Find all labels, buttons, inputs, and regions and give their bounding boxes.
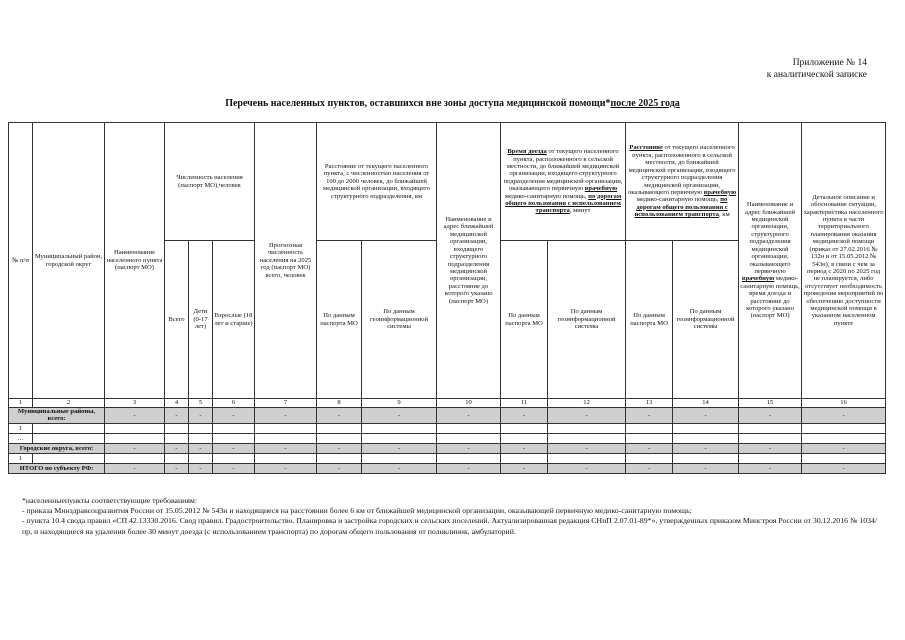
header-dist-geo: По данным геоинформационной системы xyxy=(362,241,437,399)
header-road-distance xyxy=(626,123,739,241)
dash-cell: - xyxy=(189,463,213,473)
row-municipal-total xyxy=(9,408,886,424)
nearest-doctor: врачебную xyxy=(741,275,775,283)
dash-cell: - xyxy=(165,463,189,473)
dash-cell: - xyxy=(255,443,317,453)
dash-cell: - xyxy=(362,408,437,424)
header-road-geo: По данным геоинформационной системы xyxy=(673,241,739,399)
header-num: № п/п xyxy=(9,123,33,399)
dash-cell: - xyxy=(255,463,317,473)
dash-cell: - xyxy=(189,443,213,453)
col-number: 14 xyxy=(673,399,739,408)
dash-cell: - xyxy=(673,463,739,473)
col-number: 3 xyxy=(105,399,165,408)
dash-cell: - xyxy=(105,408,165,424)
dash-cell: - xyxy=(548,443,626,453)
row-urban-total xyxy=(9,443,886,453)
travel-time-bold: Время доезда xyxy=(507,148,547,156)
dash-cell: - xyxy=(673,408,739,424)
row-number: 1 xyxy=(9,453,33,463)
dash-cell: - xyxy=(626,463,673,473)
dash-cell: - xyxy=(105,463,165,473)
dash-cell: - xyxy=(548,463,626,473)
column-numbers-row xyxy=(9,399,886,408)
col-number: 16 xyxy=(802,399,886,408)
header-row-top xyxy=(9,123,886,241)
row-entry-dots xyxy=(9,433,886,443)
dash-cell: - xyxy=(213,408,255,424)
dash-cell: - xyxy=(501,443,548,453)
dash-cell: - xyxy=(548,408,626,424)
travel-time-text: от текущего населенного пункта, расположенного в сельской местности, до ближайшей медицинской организации, входящего структурного подразделения медицинской организации, оказывающего первичную xyxy=(503,148,623,193)
col-number: 5 xyxy=(189,399,213,408)
appendix-label xyxy=(767,57,867,81)
footnote-rules: - пункта 10.4 свода правил «СП 42.13330.2016. Свод правил. Градостроительство. Планировка и застройка городских и сельских поселений. Актуализированная редакция СНиП 2.07.01-89*», утвержденных приказом Минстроя России от 30.12.2016 № 1034/пр, и находящиеся на удалении более 30 минут доезда (с использованием транспорта) по дорогам общего пользования от поликлиник, амбулаторий. xyxy=(22,516,878,536)
header-pop-children: Дети (0-17 лет) xyxy=(189,241,213,399)
header-forecast: Прогнозная численность населения на 2025 год (паспорт МО) всего, человек xyxy=(255,123,317,399)
col-number: 1 xyxy=(9,399,33,408)
col-number: 7 xyxy=(255,399,317,408)
footnotes xyxy=(22,496,887,537)
road-distance-text2: медико-санитарную помощь, xyxy=(636,196,721,204)
dash-cell: - xyxy=(802,408,886,424)
appendix-number: Приложение № 14 xyxy=(792,58,867,68)
dash-cell: - xyxy=(739,443,802,453)
title-emphasis: после 2025 года xyxy=(610,98,680,109)
dash-cell: - xyxy=(255,408,317,424)
nearest-text-b: медико-санитарную помощь, время доезда и расстояние до которого указано (паспорт МО) xyxy=(740,275,800,320)
col-number: 12 xyxy=(548,399,626,408)
col-number: 13 xyxy=(626,399,673,408)
travel-time-doctor: врачебную xyxy=(584,185,618,193)
dash-cell: - xyxy=(437,443,501,453)
dash-cell: - xyxy=(739,408,802,424)
document-title xyxy=(0,98,905,109)
col-number: 11 xyxy=(501,399,548,408)
col-number: 9 xyxy=(362,399,437,408)
row-label-urban: Городские округа, всего: xyxy=(9,443,105,453)
row-grand-total xyxy=(9,463,886,473)
dash-cell: - xyxy=(317,463,362,473)
dash-cell: - xyxy=(437,408,501,424)
title-main: Перечень населенных пунктов, оставшихся вне зоны доступа медицинской помощи* xyxy=(225,98,611,109)
row-entry-1 xyxy=(9,423,886,433)
row-entry-1b xyxy=(9,453,886,463)
appendix-subtitle: к аналитической записке xyxy=(766,70,867,80)
header-nearest-org xyxy=(739,123,802,399)
header-name-address: Наименование и адрес ближайшей медицинской организации, входящего структурного подразделения медицинской организации, расстояние до которого указано (паспорт МО) xyxy=(437,123,501,399)
header-time-mo: По данным паспорта МО xyxy=(501,241,548,399)
header-settlement: Наименование населенного пункта (паспорт МО) xyxy=(105,123,165,399)
dash-cell: - xyxy=(189,408,213,424)
header-road-mo: По данным паспорта МО xyxy=(626,241,673,399)
road-distance-text: от текущего населенного пункта, расположенного в сельской местности, до ближайшей медицинской организации, входящего структурного подразделения медицинской организации, оказывающего первичную xyxy=(627,144,736,196)
dash-cell: - xyxy=(673,443,739,453)
col-number: 2 xyxy=(33,399,105,408)
row-label-total: ИТОГО по субъекту РФ: xyxy=(9,463,105,473)
header-travel-time xyxy=(501,123,626,241)
dash-cell: - xyxy=(317,443,362,453)
dash-cell: - xyxy=(501,463,548,473)
dash-cell: - xyxy=(626,443,673,453)
dash-cell: - xyxy=(626,408,673,424)
header-description: Детальное описание и обоснование ситуации, характеристика населенного пункта в части территориального планирования оказания медицинской помощи (приказ от 27.02.2016 № 132н и от 15.05.2012 № 543н), в связи с чем за период с 2020 по 2025 год не планируется, либо отсутствует необходимость проведения мероприятий по обеспечению доступности медицинской помощи в указанном населенном пункте xyxy=(802,123,886,399)
settlements-table xyxy=(8,122,886,474)
dash-cell: - xyxy=(437,463,501,473)
footnote-intro: *населенныепункты соответствующие требованиям: xyxy=(22,496,198,505)
road-distance-roads: по дорогам общего пользования с использованием транспорта xyxy=(634,196,728,219)
header-population: Численность населения (паспорт МО),человек xyxy=(165,123,255,241)
road-distance-doctor: врачебную xyxy=(703,188,737,196)
footnote-order: - приказа Минздравсоцразвития России от 15.05.2012 № 543н и находящиеся на расстоянии более 6 км от ближайшей медицинской организации, оказывающей первичную медико-санитарную помощь; xyxy=(22,506,692,516)
col-number: 4 xyxy=(165,399,189,408)
dash-cell: - xyxy=(802,463,886,473)
road-distance-unit: , км xyxy=(718,211,730,219)
travel-time-text2: медико-санитарную помощь, xyxy=(504,192,589,200)
dash-cell: - xyxy=(165,408,189,424)
dash-cell: - xyxy=(802,443,886,453)
header-pop-total: Всего xyxy=(165,241,189,399)
travel-time-unit: , минут xyxy=(569,207,591,215)
dash-cell: - xyxy=(213,443,255,453)
nearest-text-a: Наименование и адрес ближайшей медицинской организации, структурного подразделения медицинской организации, оказывающего первичную xyxy=(745,201,795,275)
col-number: 6 xyxy=(213,399,255,408)
road-distance-bold: Расстояние xyxy=(629,144,663,152)
header-pop-adults: Взрослые (18 лет и старше) xyxy=(213,241,255,399)
dash-cell: - xyxy=(165,443,189,453)
header-time-geo: По данным геоинформационной системы xyxy=(548,241,626,399)
col-number: 15 xyxy=(739,399,802,408)
travel-time-roads: по дорогам общего пользования с использованием транспорта xyxy=(505,192,622,215)
col-number: 10 xyxy=(437,399,501,408)
col-number: 8 xyxy=(317,399,362,408)
header-dist-mo: По данным паспорта МО xyxy=(317,241,362,399)
dash-cell: - xyxy=(501,408,548,424)
dash-cell: - xyxy=(362,463,437,473)
dash-cell: - xyxy=(105,443,165,453)
row-number: … xyxy=(9,433,33,443)
dash-cell: - xyxy=(739,463,802,473)
dash-cell: - xyxy=(317,408,362,424)
row-number: 1 xyxy=(9,423,33,433)
dash-cell: - xyxy=(213,463,255,473)
header-distance-2000: Расстояние от текущего населенного пункта, с численностью населения от 100 до 2000 человек, до ближайшей медицинской организации, входящего структурного подразделения, км xyxy=(317,123,437,241)
header-district: Муниципальный район, городской округ xyxy=(33,123,105,399)
row-label-municipal: Муниципальные районы, всего: xyxy=(9,408,105,424)
dash-cell: - xyxy=(362,443,437,453)
